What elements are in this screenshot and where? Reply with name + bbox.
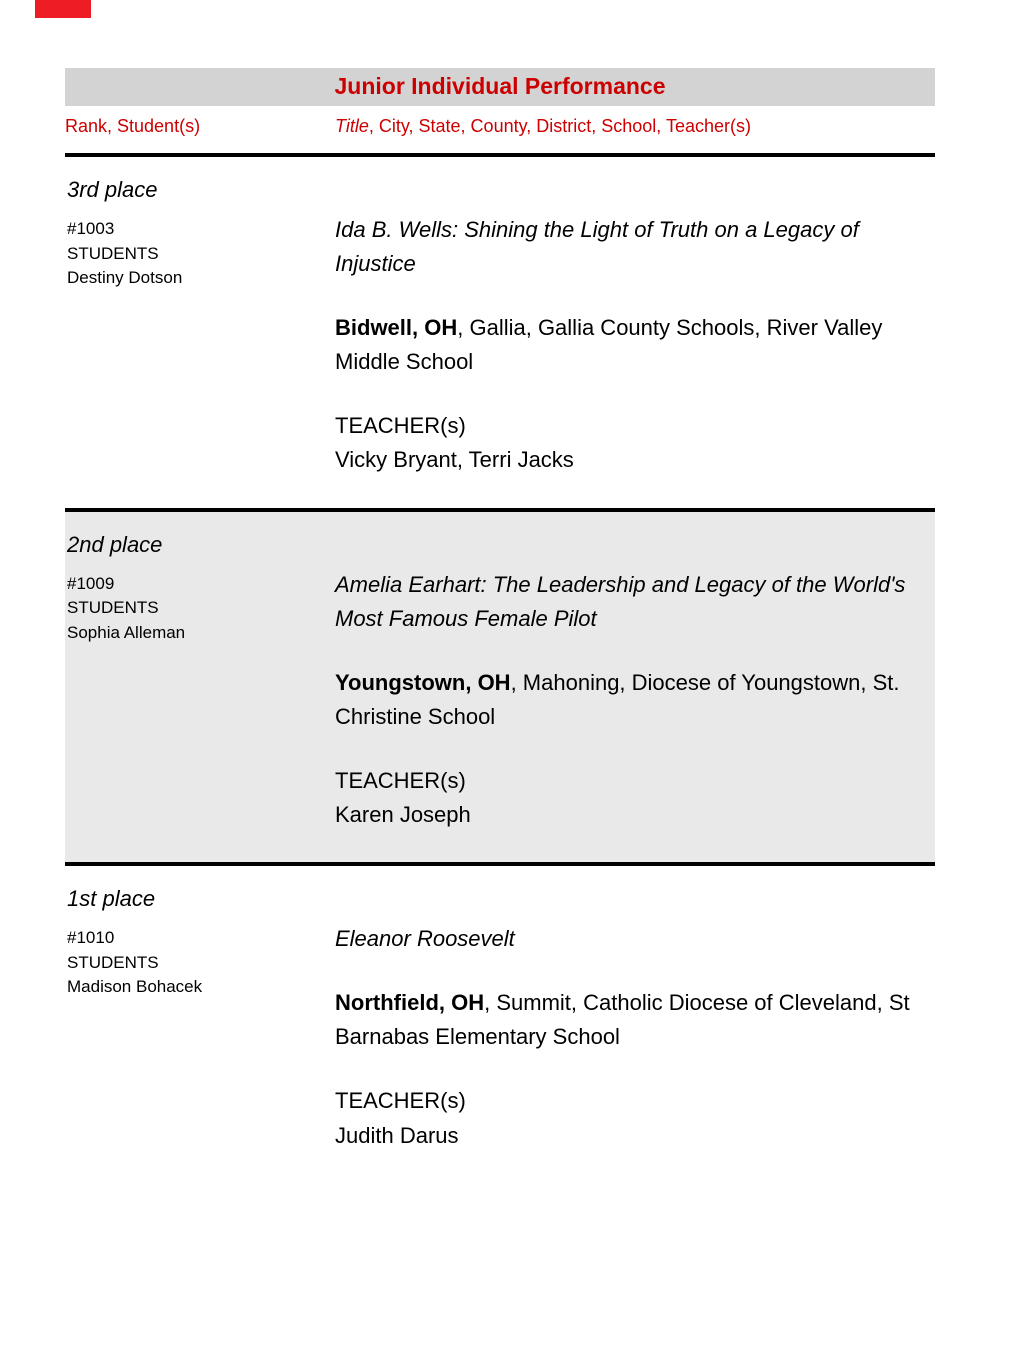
- entry-location-rest: , Mahoning, Diocese of Youngstown, St. Christine School: [335, 669, 900, 729]
- entry-left-column: [65, 922, 335, 1000]
- column-header-rank-students: Rank, Student(s): [65, 116, 201, 136]
- place-heading: 3rd place: [67, 177, 158, 202]
- column-header-title-italic: Title: [335, 116, 369, 136]
- teachers-label: TEACHER(s): [335, 767, 466, 793]
- entry-right-column: [335, 922, 935, 1152]
- teacher-names: Vicky Bryant, Terri Jacks: [335, 447, 574, 473]
- student-names: Sophia Alleman: [67, 622, 186, 642]
- entry-city-state: Northfield, OH: [335, 990, 485, 1016]
- entry-city-state: Bidwell, OH: [335, 315, 458, 341]
- teachers-label: TEACHER(s): [335, 413, 466, 439]
- place-heading: 1st place: [67, 886, 156, 912]
- column-header-title-details: [335, 116, 935, 137]
- students-label: STUDENTS: [67, 598, 159, 618]
- column-header-title-rest: , City, State, County, District, School, Teacher(s): [368, 116, 751, 136]
- results-document: [65, 68, 935, 1183]
- entry-1st-place: [65, 866, 935, 1182]
- entry-left-column: [65, 568, 335, 646]
- entry-body: [65, 922, 935, 1152]
- entry-location: [335, 311, 931, 379]
- entry-location: [335, 986, 931, 1054]
- teacher-block: [335, 409, 931, 477]
- section-title: Junior Individual Performance: [334, 73, 666, 99]
- entry-number: #1003: [67, 219, 115, 238]
- entry-body: [65, 213, 935, 478]
- teacher-block: [335, 764, 931, 832]
- entry-title: Amelia Earhart: The Leadership and Legacy of the World's Most Famous Female Pilot: [335, 571, 906, 631]
- entry-2nd-place: [65, 512, 935, 863]
- entry-number: #1010: [67, 928, 115, 948]
- teacher-names: Karen Joseph: [335, 802, 471, 828]
- entry-right-column: [335, 568, 935, 833]
- students-label: STUDENTS: [67, 243, 159, 263]
- student-names: Madison Bohacek: [67, 977, 203, 997]
- place-heading: 2nd place: [67, 531, 163, 557]
- column-headers: [65, 106, 935, 153]
- entry-left-column: [65, 213, 335, 291]
- entry-title: Ida B. Wells: Shining the Light of Truth on a Legacy of Injustice: [335, 217, 859, 277]
- teacher-block: [335, 1084, 931, 1152]
- entry-title: Eleanor Roosevelt: [335, 926, 515, 952]
- entry-location: [335, 666, 931, 734]
- entry-right-column: [335, 213, 935, 478]
- entry-location-rest: , Gallia, Gallia County Schools, River Valley Middle School: [335, 315, 883, 375]
- entry-number: #1009: [67, 573, 115, 593]
- entry-3rd-place: [65, 157, 935, 508]
- teacher-names: Judith Darus: [335, 1122, 459, 1148]
- students-label: STUDENTS: [67, 952, 159, 972]
- section-title-bar: [65, 68, 935, 106]
- corner-marker: [35, 0, 91, 18]
- entry-location-rest: , Summit, Catholic Diocese of Cleveland, St Barnabas Elementary School: [335, 990, 910, 1050]
- entry-city-state: Youngstown, OH: [335, 669, 511, 695]
- teachers-label: TEACHER(s): [335, 1088, 466, 1114]
- student-names: Destiny Dotson: [67, 268, 183, 288]
- entry-body: [65, 568, 935, 833]
